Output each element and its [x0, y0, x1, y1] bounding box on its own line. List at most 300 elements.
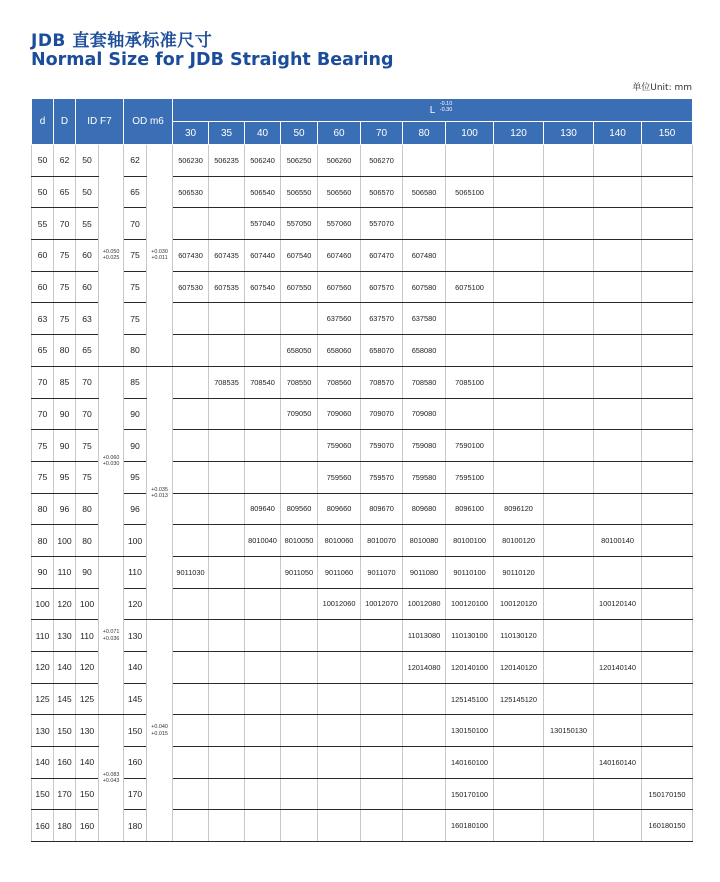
cell-part-number: [245, 303, 281, 335]
cell-D: 90: [54, 430, 76, 462]
cell-part-number: 708535: [209, 366, 245, 398]
id-tolerance-lower: +0.036: [102, 635, 120, 642]
id-tolerance: [99, 556, 124, 714]
cell-d: 130: [32, 715, 54, 747]
cell-part-number: 607570: [361, 271, 403, 303]
cell-part-number: 8010060: [318, 525, 361, 557]
cell-part-number: [594, 398, 642, 430]
cell-d: 80: [32, 525, 54, 557]
cell-part-number: 607535: [209, 271, 245, 303]
cell-part-number: 7590100: [446, 430, 494, 462]
cell-part-number: [403, 778, 446, 810]
cell-part-number: [318, 652, 361, 684]
cell-part-number: [403, 145, 446, 177]
cell-part-number: [361, 810, 403, 842]
header-length-col: 130: [544, 122, 594, 145]
cell-part-number: [594, 208, 642, 240]
cell-part-number: 12014080: [403, 652, 446, 684]
cell-part-number: 759080: [403, 430, 446, 462]
cell-part-number: [209, 620, 245, 652]
cell-part-number: [318, 620, 361, 652]
cell-part-number: [642, 747, 693, 779]
cell-part-number: 9011080: [403, 556, 446, 588]
cell-od: 130: [124, 620, 147, 652]
table-row: [32, 810, 693, 842]
cell-part-number: 607470: [361, 240, 403, 272]
cell-part-number: 658080: [403, 335, 446, 367]
cell-part-number: 80100140: [594, 525, 642, 557]
cell-part-number: [361, 683, 403, 715]
cell-part-number: 759580: [403, 461, 446, 493]
cell-part-number: [245, 398, 281, 430]
cell-part-number: 506230: [173, 145, 209, 177]
cell-part-number: 557040: [245, 208, 281, 240]
cell-part-number: [446, 303, 494, 335]
cell-part-number: [173, 303, 209, 335]
od-tolerance: [147, 366, 173, 620]
cell-part-number: 80100120: [494, 525, 544, 557]
cell-part-number: [173, 778, 209, 810]
cell-D: 62: [54, 145, 76, 177]
cell-od: 75: [124, 303, 147, 335]
cell-part-number: [403, 810, 446, 842]
cell-od: 140: [124, 652, 147, 684]
cell-od: 120: [124, 588, 147, 620]
cell-part-number: [209, 430, 245, 462]
cell-d: 75: [32, 430, 54, 462]
cell-d: 70: [32, 366, 54, 398]
cell-part-number: [173, 747, 209, 779]
cell-part-number: 708570: [361, 366, 403, 398]
cell-part-number: [494, 715, 544, 747]
cell-part-number: [403, 715, 446, 747]
header-length-col: 35: [209, 122, 245, 145]
cell-part-number: [544, 430, 594, 462]
cell-part-number: 90110100: [446, 556, 494, 588]
cell-part-number: [281, 778, 318, 810]
cell-id: 70: [76, 366, 99, 398]
cell-d: 50: [32, 176, 54, 208]
cell-part-number: [361, 715, 403, 747]
table-row: [32, 271, 693, 303]
od-tolerance-upper: +0.040: [151, 724, 168, 731]
cell-part-number: [245, 430, 281, 462]
cell-part-number: [318, 715, 361, 747]
cell-od: 180: [124, 810, 147, 842]
table-row: [32, 145, 693, 177]
cell-part-number: [173, 652, 209, 684]
cell-part-number: 506240: [245, 145, 281, 177]
cell-part-number: [318, 683, 361, 715]
cell-part-number: [594, 778, 642, 810]
cell-part-number: 709080: [403, 398, 446, 430]
table-row: [32, 620, 693, 652]
cell-D: 90: [54, 398, 76, 430]
cell-od: 100: [124, 525, 147, 557]
cell-id: 65: [76, 335, 99, 367]
cell-part-number: [173, 525, 209, 557]
header-length-col: 120: [494, 122, 544, 145]
cell-part-number: [209, 810, 245, 842]
cell-part-number: 8096100: [446, 493, 494, 525]
cell-part-number: 150170100: [446, 778, 494, 810]
cell-d: 55: [32, 208, 54, 240]
table-row: [32, 778, 693, 810]
unit-label: 单位Unit: mm: [632, 83, 692, 93]
cell-part-number: 110130120: [494, 620, 544, 652]
cell-part-number: [544, 747, 594, 779]
cell-part-number: 6075100: [446, 271, 494, 303]
cell-part-number: [245, 810, 281, 842]
cell-d: 63: [32, 303, 54, 335]
cell-part-number: [544, 240, 594, 272]
cell-D: 75: [54, 303, 76, 335]
cell-part-number: 506530: [173, 176, 209, 208]
id-tolerance-upper: +0.060: [102, 454, 120, 461]
cell-part-number: [594, 683, 642, 715]
cell-part-number: [642, 683, 693, 715]
cell-D: 120: [54, 588, 76, 620]
cell-part-number: [544, 145, 594, 177]
header-length-col: 80: [403, 122, 446, 145]
cell-part-number: [209, 493, 245, 525]
cell-part-number: 557060: [318, 208, 361, 240]
cell-part-number: [173, 588, 209, 620]
cell-part-number: [245, 778, 281, 810]
cell-part-number: [281, 747, 318, 779]
cell-part-number: 809560: [281, 493, 318, 525]
cell-part-number: [494, 810, 544, 842]
cell-id: 100: [76, 588, 99, 620]
cell-part-number: 607540: [281, 240, 318, 272]
table-row: [32, 430, 693, 462]
cell-d: 65: [32, 335, 54, 367]
cell-part-number: [173, 810, 209, 842]
cell-part-number: 658070: [361, 335, 403, 367]
cell-id: 90: [76, 556, 99, 588]
cell-part-number: [209, 176, 245, 208]
cell-part-number: 125145100: [446, 683, 494, 715]
cell-part-number: [642, 303, 693, 335]
table-row: [32, 208, 693, 240]
cell-part-number: [209, 525, 245, 557]
cell-part-number: 708540: [245, 366, 281, 398]
cell-part-number: [642, 398, 693, 430]
cell-part-number: [594, 620, 642, 652]
cell-part-number: 809680: [403, 493, 446, 525]
cell-part-number: [594, 240, 642, 272]
header-length-col: 100: [446, 122, 494, 145]
cell-part-number: [642, 271, 693, 303]
cell-part-number: [209, 652, 245, 684]
cell-D: 85: [54, 366, 76, 398]
bearing-size-table: [31, 98, 693, 842]
cell-part-number: 658050: [281, 335, 318, 367]
cell-part-number: [642, 430, 693, 462]
cell-part-number: 9011070: [361, 556, 403, 588]
cell-part-number: [403, 208, 446, 240]
cell-part-number: 10012070: [361, 588, 403, 620]
cell-d: 70: [32, 398, 54, 430]
cell-part-number: 607540: [245, 271, 281, 303]
header-id-f7: ID F7: [76, 99, 124, 145]
cell-part-number: 809660: [318, 493, 361, 525]
cell-id: 75: [76, 461, 99, 493]
table-row: [32, 461, 693, 493]
cell-part-number: 8010050: [281, 525, 318, 557]
cell-part-number: [594, 810, 642, 842]
cell-part-number: 506270: [361, 145, 403, 177]
cell-D: 75: [54, 240, 76, 272]
cell-od: 62: [124, 145, 147, 177]
cell-part-number: [209, 715, 245, 747]
cell-part-number: 140160100: [446, 747, 494, 779]
header-D: D: [54, 99, 76, 145]
cell-part-number: [173, 683, 209, 715]
cell-D: 95: [54, 461, 76, 493]
cell-part-number: [245, 652, 281, 684]
cell-d: 50: [32, 145, 54, 177]
cell-id: 150: [76, 778, 99, 810]
cell-od: 80: [124, 335, 147, 367]
cell-part-number: [245, 461, 281, 493]
cell-part-number: 607560: [318, 271, 361, 303]
cell-D: 145: [54, 683, 76, 715]
cell-part-number: [494, 430, 544, 462]
cell-part-number: [209, 208, 245, 240]
cell-part-number: [245, 747, 281, 779]
cell-od: 110: [124, 556, 147, 588]
cell-od: 96: [124, 493, 147, 525]
cell-D: 130: [54, 620, 76, 652]
cell-id: 75: [76, 430, 99, 462]
cell-d: 80: [32, 493, 54, 525]
cell-part-number: [209, 461, 245, 493]
cell-d: 160: [32, 810, 54, 842]
cell-part-number: [281, 620, 318, 652]
cell-part-number: [544, 366, 594, 398]
cell-id: 50: [76, 176, 99, 208]
cell-part-number: 809640: [245, 493, 281, 525]
cell-part-number: [403, 747, 446, 779]
cell-part-number: [281, 430, 318, 462]
id-tolerance: [99, 366, 124, 556]
table-row: [32, 556, 693, 588]
header-length-col: 70: [361, 122, 403, 145]
cell-part-number: [494, 176, 544, 208]
cell-part-number: [446, 335, 494, 367]
header-l-lower: -0.30: [439, 106, 453, 113]
header-length-col: 140: [594, 122, 642, 145]
table-row: [32, 303, 693, 335]
cell-d: 110: [32, 620, 54, 652]
cell-part-number: [544, 303, 594, 335]
cell-part-number: 100120120: [494, 588, 544, 620]
id-tolerance-lower: +0.030: [102, 461, 120, 468]
cell-part-number: 506570: [361, 176, 403, 208]
cell-part-number: [209, 778, 245, 810]
cell-part-number: [245, 335, 281, 367]
cell-d: 100: [32, 588, 54, 620]
cell-part-number: [642, 556, 693, 588]
cell-part-number: [209, 747, 245, 779]
cell-part-number: 759570: [361, 461, 403, 493]
cell-part-number: 8096120: [494, 493, 544, 525]
cell-d: 60: [32, 240, 54, 272]
cell-part-number: [173, 366, 209, 398]
cell-part-number: [361, 652, 403, 684]
cell-part-number: [446, 208, 494, 240]
cell-part-number: [642, 588, 693, 620]
cell-d: 75: [32, 461, 54, 493]
cell-part-number: [281, 810, 318, 842]
cell-part-number: [544, 461, 594, 493]
cell-part-number: 130150130: [544, 715, 594, 747]
cell-D: 100: [54, 525, 76, 557]
cell-part-number: [544, 208, 594, 240]
cell-part-number: [544, 398, 594, 430]
cell-part-number: 607530: [173, 271, 209, 303]
cell-part-number: 120140100: [446, 652, 494, 684]
cell-part-number: [361, 778, 403, 810]
id-tolerance-lower: +0.025: [102, 255, 120, 262]
cell-id: 125: [76, 683, 99, 715]
cell-part-number: [642, 208, 693, 240]
cell-part-number: [209, 303, 245, 335]
cell-od: 150: [124, 715, 147, 747]
cell-part-number: [594, 271, 642, 303]
header-length-col: 60: [318, 122, 361, 145]
cell-part-number: [403, 683, 446, 715]
cell-d: 90: [32, 556, 54, 588]
cell-part-number: [361, 620, 403, 652]
cell-od: 160: [124, 747, 147, 779]
cell-part-number: [544, 176, 594, 208]
cell-part-number: [494, 747, 544, 779]
header-l-upper: -0.10: [439, 100, 453, 107]
cell-part-number: 9011030: [173, 556, 209, 588]
cell-id: 60: [76, 271, 99, 303]
header-od-m6: OD m6: [124, 99, 173, 145]
od-tolerance-upper: +0.035: [151, 486, 168, 493]
cell-part-number: 708550: [281, 366, 318, 398]
cell-od: 145: [124, 683, 147, 715]
cell-od: 95: [124, 461, 147, 493]
cell-id: 63: [76, 303, 99, 335]
cell-od: 90: [124, 430, 147, 462]
cell-part-number: [245, 556, 281, 588]
header-length: [173, 99, 693, 122]
cell-part-number: [642, 652, 693, 684]
cell-part-number: 160180100: [446, 810, 494, 842]
id-tolerance-lower: +0.043: [102, 778, 120, 785]
cell-part-number: [209, 556, 245, 588]
cell-D: 180: [54, 810, 76, 842]
header-d: d: [32, 99, 54, 145]
od-tolerance-upper: +0.030: [151, 248, 168, 255]
table-row: [32, 240, 693, 272]
cell-part-number: [594, 461, 642, 493]
cell-part-number: 9011050: [281, 556, 318, 588]
cell-part-number: [494, 335, 544, 367]
cell-part-number: [494, 398, 544, 430]
cell-D: 75: [54, 271, 76, 303]
cell-part-number: [446, 240, 494, 272]
id-tolerance: [99, 145, 124, 367]
cell-part-number: [594, 430, 642, 462]
cell-part-number: 130150100: [446, 715, 494, 747]
cell-part-number: [594, 303, 642, 335]
cell-part-number: 557050: [281, 208, 318, 240]
cell-D: 150: [54, 715, 76, 747]
id-tolerance-upper: +0.071: [102, 629, 120, 636]
page-title-cn: JDB 直套轴承标准尺寸: [31, 31, 213, 51]
cell-part-number: [173, 715, 209, 747]
cell-part-number: 5065100: [446, 176, 494, 208]
cell-part-number: 759560: [318, 461, 361, 493]
cell-d: 120: [32, 652, 54, 684]
cell-part-number: 125145120: [494, 683, 544, 715]
cell-od: 75: [124, 271, 147, 303]
cell-part-number: [494, 271, 544, 303]
cell-d: 150: [32, 778, 54, 810]
cell-id: 130: [76, 715, 99, 747]
cell-part-number: 10012060: [318, 588, 361, 620]
cell-part-number: 506260: [318, 145, 361, 177]
cell-part-number: 658060: [318, 335, 361, 367]
cell-part-number: [594, 556, 642, 588]
cell-part-number: 9011060: [318, 556, 361, 588]
table-row: [32, 493, 693, 525]
cell-od: 75: [124, 240, 147, 272]
table-row: [32, 683, 693, 715]
cell-part-number: [494, 240, 544, 272]
cell-part-number: [494, 208, 544, 240]
cell-D: 96: [54, 493, 76, 525]
cell-part-number: [494, 145, 544, 177]
od-tolerance-lower: +0.011: [151, 255, 168, 262]
cell-id: 80: [76, 493, 99, 525]
od-tolerance-lower: +0.013: [151, 493, 168, 500]
cell-part-number: 506540: [245, 176, 281, 208]
table-row: [32, 588, 693, 620]
cell-D: 80: [54, 335, 76, 367]
cell-part-number: 607550: [281, 271, 318, 303]
header-length-col: 40: [245, 122, 281, 145]
cell-D: 65: [54, 176, 76, 208]
cell-part-number: [642, 176, 693, 208]
cell-part-number: [281, 683, 318, 715]
cell-id: 140: [76, 747, 99, 779]
cell-part-number: [281, 303, 318, 335]
cell-part-number: [594, 493, 642, 525]
table-row: [32, 715, 693, 747]
cell-part-number: [361, 747, 403, 779]
cell-part-number: [245, 683, 281, 715]
cell-part-number: [281, 715, 318, 747]
cell-part-number: 709050: [281, 398, 318, 430]
cell-part-number: [544, 271, 594, 303]
cell-part-number: [318, 810, 361, 842]
cell-D: 70: [54, 208, 76, 240]
cell-D: 140: [54, 652, 76, 684]
cell-part-number: [173, 620, 209, 652]
cell-part-number: [318, 778, 361, 810]
cell-part-number: 709070: [361, 398, 403, 430]
cell-part-number: [544, 683, 594, 715]
cell-part-number: [281, 652, 318, 684]
cell-part-number: [544, 493, 594, 525]
